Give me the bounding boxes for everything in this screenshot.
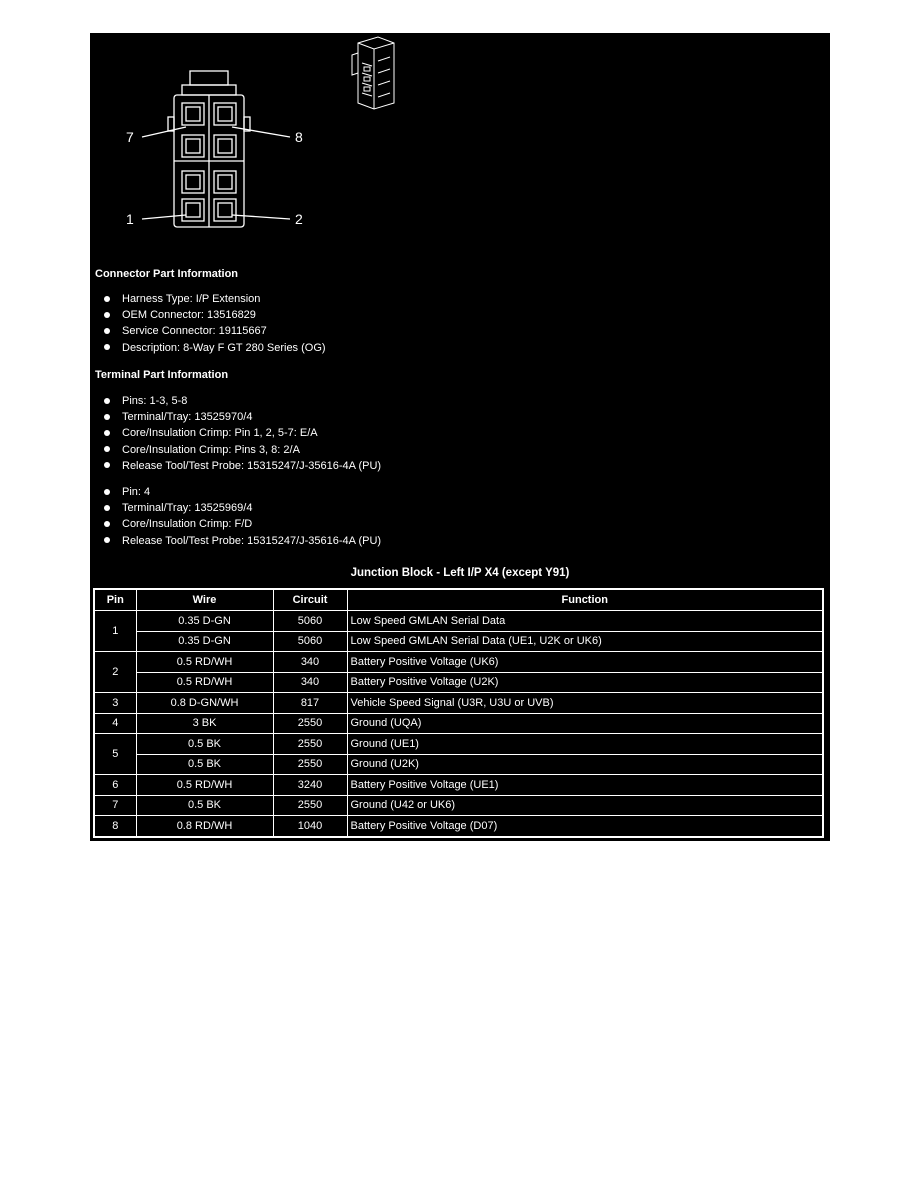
header-function: Function (347, 589, 823, 611)
table-row (94, 693, 823, 714)
pin-cell: 1 (94, 611, 136, 652)
terminal-part-list-1 (100, 393, 381, 474)
pin-cell: 2 (94, 652, 136, 693)
circuit-cell: 1040 (273, 816, 347, 837)
list-item: Description: 8-Way F GT 280 Series (OG) (100, 340, 326, 356)
function-cell: Battery Positive Voltage (D07) (347, 816, 823, 837)
wire-cell: 3 BK (136, 713, 273, 734)
connector-part-list (100, 291, 326, 356)
circuit-cell: 2550 (273, 754, 347, 775)
table-row (94, 816, 823, 837)
pin-cell: 6 (94, 775, 136, 796)
circuit-cell: 817 (273, 693, 347, 714)
header-wire: Wire (136, 589, 273, 611)
table-row (94, 713, 823, 734)
list-item: Terminal/Tray: 13525970/4 (100, 409, 381, 425)
list-item: Terminal/Tray: 13525969/4 (100, 500, 381, 516)
function-cell: Ground (UQA) (347, 713, 823, 734)
function-cell: Vehicle Speed Signal (U3R, U3U or UVB) (347, 693, 823, 714)
table-row (94, 631, 823, 652)
function-cell: Ground (UE1) (347, 734, 823, 755)
wire-cell: 0.35 D-GN (136, 631, 273, 652)
circuit-cell: 5060 (273, 611, 347, 632)
table-title: Junction Block - Left I/P X4 (except Y91) (350, 567, 570, 579)
list-item: Pins: 1-3, 5-8 (100, 393, 381, 409)
table-row (94, 795, 823, 816)
table-row (94, 775, 823, 796)
pin-label-1: 1 (126, 211, 134, 227)
table-header-row (94, 589, 823, 611)
circuit-cell: 2550 (273, 713, 347, 734)
wire-cell: 0.5 BK (136, 754, 273, 775)
pin-label-7: 7 (126, 129, 134, 145)
circuit-cell: 2550 (273, 734, 347, 755)
wire-cell: 0.5 RD/WH (136, 652, 273, 673)
wire-cell: 0.5 RD/WH (136, 672, 273, 693)
list-item: Core/Insulation Crimp: Pin 1, 2, 5-7: E/A (100, 425, 381, 441)
connector-part-heading: Connector Part Information (95, 268, 239, 280)
document-panel (90, 33, 830, 841)
terminal-part-list-2 (100, 484, 381, 549)
table-row (94, 652, 823, 673)
pin-cell: 8 (94, 816, 136, 837)
list-item: Release Tool/Test Probe: 15315247/J-35616-4A (PU) (100, 533, 381, 549)
circuit-cell: 5060 (273, 631, 347, 652)
circuit-cell: 3240 (273, 775, 347, 796)
function-cell: Low Speed GMLAN Serial Data (347, 611, 823, 632)
wire-cell: 0.8 D-GN/WH (136, 693, 273, 714)
pin-cell: 3 (94, 693, 136, 714)
table-row (94, 672, 823, 693)
connector-diagram (90, 33, 830, 273)
function-cell: Battery Positive Voltage (UK6) (347, 652, 823, 673)
wire-cell: 0.8 RD/WH (136, 816, 273, 837)
wire-cell: 0.5 RD/WH (136, 775, 273, 796)
function-cell: Battery Positive Voltage (UE1) (347, 775, 823, 796)
list-item: OEM Connector: 13516829 (100, 307, 326, 323)
pin-label-2: 2 (295, 211, 303, 227)
list-item: Harness Type: I/P Extension (100, 291, 326, 307)
wire-cell: 0.35 D-GN (136, 611, 273, 632)
table-row (94, 734, 823, 755)
pin-cell: 4 (94, 713, 136, 734)
list-item: Release Tool/Test Probe: 15315247/J-35616-4A (PU) (100, 458, 381, 474)
list-item: Service Connector: 19115667 (100, 323, 326, 339)
function-cell: Ground (U2K) (347, 754, 823, 775)
header-circuit: Circuit (273, 589, 347, 611)
pin-cell: 7 (94, 795, 136, 816)
circuit-cell: 340 (273, 652, 347, 673)
pin-table (93, 588, 824, 838)
function-cell: Battery Positive Voltage (U2K) (347, 672, 823, 693)
terminal-part-heading: Terminal Part Information (95, 369, 229, 381)
pin-cell: 5 (94, 734, 136, 775)
list-item: Core/Insulation Crimp: F/D (100, 516, 381, 532)
table-row (94, 611, 823, 632)
pin-label-8: 8 (295, 129, 303, 145)
wire-cell: 0.5 BK (136, 734, 273, 755)
wire-cell: 0.5 BK (136, 795, 273, 816)
function-cell: Ground (U42 or UK6) (347, 795, 823, 816)
circuit-cell: 340 (273, 672, 347, 693)
circuit-cell: 2550 (273, 795, 347, 816)
table-row (94, 754, 823, 775)
connector-face-diagram (142, 71, 290, 227)
header-pin: Pin (94, 589, 136, 611)
connector-3d-view (352, 37, 394, 109)
list-item: Pin: 4 (100, 484, 381, 500)
list-item: Core/Insulation Crimp: Pins 3, 8: 2/A (100, 442, 381, 458)
function-cell: Low Speed GMLAN Serial Data (UE1, U2K or UK6) (347, 631, 823, 652)
